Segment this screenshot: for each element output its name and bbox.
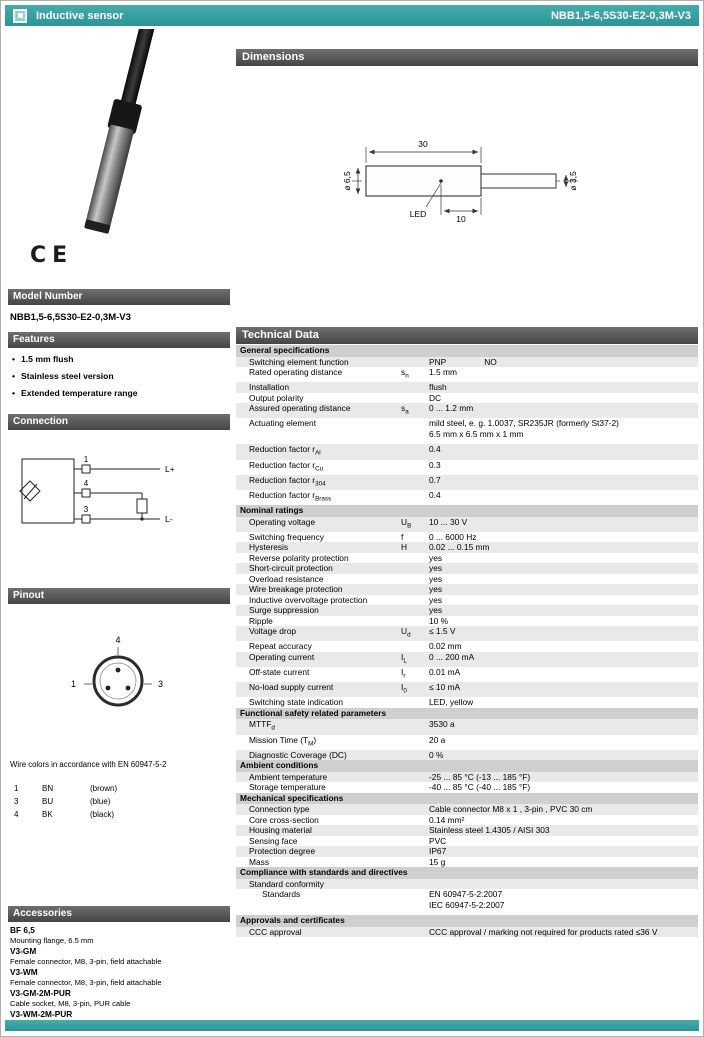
spec-value: 0.01 mA [429, 667, 461, 678]
accessory-name: BF 6,5 [10, 925, 35, 935]
spec-symbol [401, 857, 429, 868]
spec-row [236, 517, 698, 532]
spec-label: Short-circuit protection [249, 563, 333, 574]
dimensions-drawing [236, 71, 698, 321]
spec-row [236, 616, 698, 627]
spec-symbol: $U_B$ [401, 516, 412, 530]
spec-symbol [401, 553, 429, 564]
feature-item: • Stainless steel version [12, 371, 138, 381]
spec-value: 10 ... 30 V [429, 516, 468, 527]
product-photo [8, 29, 230, 284]
section-accessories: Accessories [8, 906, 230, 922]
spec-row [236, 652, 698, 667]
spec-label: Switching state indication [249, 697, 344, 708]
spec-row [236, 626, 698, 641]
spec-value: ≤ 1.5 V [429, 626, 456, 637]
spec-label: Wire breakage protection [249, 584, 343, 595]
spec-label: Reduction factor $r_{Al}$ [249, 444, 321, 458]
spec-value: 3530 a [429, 719, 455, 730]
spec-label: Reverse polarity protection [249, 552, 349, 563]
spec-value: 0.3 [429, 459, 441, 470]
spec-label: Operating current [249, 651, 315, 662]
spec-value: -40 ... 85 °C (-40 ... 185 °F) [429, 782, 531, 793]
spec-value: IP67 [429, 846, 447, 857]
spec-label: Off-state current [249, 667, 310, 678]
spec-symbol [401, 393, 429, 404]
wire-pin: 3 [14, 797, 19, 806]
model-number-value: NBB1,5-6,5S30-E2-0,3M-V3 [10, 312, 131, 323]
spec-row [236, 357, 698, 368]
wire-color-name: (black) [90, 810, 115, 819]
spec-label: Reduction factor $r_{Cu}$ [249, 459, 324, 473]
spec-row [236, 815, 698, 826]
spec-symbol [401, 444, 429, 459]
spec-row [236, 393, 698, 404]
spec-value: 20 a [429, 734, 446, 745]
accessory-desc: Cable socket, M8, 3-pin, PUR cable [10, 998, 131, 1008]
spec-row [236, 889, 698, 910]
spec-row [236, 782, 698, 793]
spec-row [236, 584, 698, 595]
accessory-name: V3-WM-2M-PUR [10, 1009, 73, 1019]
dim-length-label: 30 [418, 139, 428, 149]
section-model-number: Model Number [8, 289, 230, 305]
spec-value: flush [429, 382, 447, 393]
accessories-list [10, 926, 228, 1031]
spec-value: 0.02 ... 0.15 mm [429, 542, 490, 553]
spec-label: Sensing face [249, 835, 298, 846]
spec-row [236, 641, 698, 652]
spec-symbol: $U_d$ [401, 626, 411, 639]
spec-label: Operating voltage [249, 516, 316, 527]
dim-cable-diameter-label: ø 3,5 [568, 171, 578, 191]
spec-label: Reduction factor $r_{304}$ [249, 474, 326, 488]
spec-row [236, 553, 698, 564]
section-connection: Connection [8, 414, 230, 430]
spec-symbol [401, 889, 429, 910]
spec-symbol [401, 490, 429, 505]
spec-value: CCC approval / marking not required for products rated ≤36 V [429, 926, 658, 937]
spec-label: Standards [262, 889, 301, 900]
spec-value: yes [429, 573, 443, 584]
spec-label: Voltage drop [249, 626, 297, 637]
spec-label: Rated operating distance [249, 367, 343, 377]
spec-label: Housing material [249, 825, 312, 836]
spec-symbol: $I_0$ [401, 682, 407, 695]
spec-value: LED, yellow [429, 697, 474, 708]
spec-row [236, 418, 698, 439]
led-label: LED [409, 209, 427, 219]
spec-label: Actuating element [249, 418, 317, 429]
spec-symbol [401, 750, 429, 761]
accessory-desc: Mounting flange, 6.5 mm [10, 935, 94, 945]
accessory-item [10, 947, 228, 966]
spec-row [236, 574, 698, 585]
spec-row [236, 697, 698, 708]
spec-section-header: Ambient conditions [236, 760, 698, 772]
spec-label: CCC approval [249, 926, 302, 937]
wire-row [14, 795, 174, 808]
wire-code: BN [42, 784, 54, 793]
wire-code: BK [42, 810, 53, 819]
spec-label: Protection degree [249, 846, 316, 857]
spec-row [236, 444, 698, 459]
spec-value: 0.14 mm² [429, 814, 465, 825]
section-dimensions: Dimensions [236, 49, 698, 66]
spec-value-secondary: NO [484, 356, 497, 367]
spec-symbol [401, 772, 429, 783]
spec-row [236, 490, 698, 505]
wire-color-name: (brown) [90, 784, 118, 793]
spec-value: 1.5 mm [429, 367, 457, 377]
spec-section-header: Approvals and certificates [236, 915, 698, 927]
spec-row [236, 532, 698, 543]
spec-value: mild steel, e. g. 1.0037, SR235JR (formerly St37-2) 6.5 mm x 6.5 mm x 1 mm [429, 418, 619, 439]
spec-row [236, 542, 698, 553]
spec-value [429, 879, 698, 890]
spec-symbol: $s_n$ [401, 367, 409, 380]
spec-value: yes [429, 605, 443, 616]
spec-row [236, 382, 698, 393]
wire-pin: 1 [14, 784, 19, 793]
wire-colors-note: Wire colors in accordance with EN 60947-5-2 [10, 760, 167, 769]
spec-label: $MTTF_d$ [249, 719, 275, 733]
wire-color-table [14, 782, 174, 821]
pin4-label: 4 [83, 479, 89, 488]
spec-section-header: General specifications [236, 345, 698, 357]
section-pinout: Pinout [8, 588, 230, 604]
spec-label: Switching element function [249, 356, 349, 367]
product-category-title: Inductive sensor [36, 9, 124, 22]
spec-symbol [401, 815, 429, 826]
spec-row [236, 927, 698, 938]
spec-row [236, 460, 698, 475]
spec-value: 10 % [429, 615, 449, 626]
spec-row [236, 475, 698, 490]
spec-symbol [401, 382, 429, 393]
spec-value: 0.02 mm [429, 641, 462, 652]
spec-symbol [401, 735, 429, 750]
spec-row [236, 367, 698, 382]
pinout-diagram [8, 629, 230, 729]
spec-value: 0 % [429, 749, 444, 760]
accessory-item [10, 926, 228, 945]
spec-value: 0 ... 6000 Hz [429, 531, 477, 542]
spec-label: Switching frequency [249, 531, 324, 542]
spec-label: Mass [249, 856, 270, 867]
spec-symbol [401, 719, 429, 734]
spec-label: Connection type [249, 804, 310, 815]
dim-led-offset-label: 10 [456, 214, 466, 224]
spec-symbol [401, 605, 429, 616]
spec-symbol [401, 782, 429, 793]
spec-value: EN 60947-5-2:2007 IEC 60947-5-2:2007 [429, 889, 505, 910]
feature-item: • 1.5 mm flush [12, 354, 138, 364]
wire-code: BU [42, 797, 54, 806]
spec-label: Surge suppression [249, 605, 319, 616]
spec-value: ≤ 10 mA [429, 682, 461, 693]
spec-label: Mission Time $(T_M)$ [249, 734, 317, 748]
spec-symbol [401, 697, 429, 708]
wire-color-name: (blue) [90, 797, 111, 806]
spec-row [236, 750, 698, 761]
spec-symbol [401, 825, 429, 836]
spec-label: Core cross-section [249, 814, 319, 825]
footer-bar [5, 1020, 699, 1031]
spec-label: Output polarity [249, 392, 304, 403]
spec-row [236, 825, 698, 836]
spec-symbol [401, 595, 429, 606]
spec-symbol: $s_a$ [401, 403, 409, 416]
lplus-label: L+ [165, 464, 175, 474]
spec-value: 0 ... 200 mA [429, 651, 475, 662]
spec-symbol [401, 804, 429, 815]
spec-label: Reduction factor $r_{Brass}$ [249, 489, 332, 503]
spec-row [236, 667, 698, 682]
spec-value: PVC [429, 835, 447, 846]
spec-label: Overload resistance [249, 573, 324, 584]
spec-label: Hysteresis [249, 542, 289, 553]
spec-symbol: $I_r$ [401, 667, 406, 680]
spec-label: Repeat accuracy [249, 641, 312, 652]
header-model-number: NBB1,5-6,5S30-E2-0,3M-V3 [550, 9, 691, 22]
spec-row [236, 605, 698, 616]
sidebar [8, 29, 230, 1027]
spec-value: DC [429, 392, 442, 403]
spec-symbol [401, 641, 429, 652]
spec-symbol: $I_L$ [401, 651, 407, 665]
spec-label: Standard conformity [249, 878, 324, 889]
spec-symbol [401, 879, 429, 890]
spec-label: No-load supply current [249, 682, 334, 693]
spec-row [236, 563, 698, 574]
spec-value: Stainless steel 1.4305 / AISI 303 [429, 825, 550, 836]
spec-row [236, 719, 698, 734]
spec-row [236, 804, 698, 815]
spec-value: 0.7 [429, 474, 441, 485]
accessory-name: V3-GM-2M-PUR [10, 988, 71, 998]
technical-data-table [236, 345, 698, 937]
spec-value: 0.4 [429, 444, 441, 455]
spec-value: Cable connector M8 x 1 , 3-pin , PVC 30 cm [429, 804, 593, 815]
spec-symbol [401, 836, 429, 847]
accessory-item [10, 968, 228, 987]
spec-value: -25 ... 85 °C (-13 ... 185 °F) [429, 771, 531, 782]
spec-symbol [401, 475, 429, 490]
spec-label: Ripple [249, 615, 273, 626]
spec-row [236, 772, 698, 783]
wire-row [14, 808, 174, 821]
pinout-pin4-label: 4 [115, 635, 121, 645]
spec-symbol [401, 584, 429, 595]
spec-value: yes [429, 552, 443, 563]
spec-symbol [401, 418, 429, 439]
spec-symbol: H [401, 542, 408, 553]
pinout-pin1-label: 1 [70, 679, 76, 689]
connection-diagram [10, 439, 210, 549]
features-list [12, 354, 138, 405]
spec-symbol [401, 616, 429, 627]
spec-section-header: Functional safety related parameters [236, 708, 698, 720]
spec-row [236, 403, 698, 418]
spec-symbol [401, 846, 429, 857]
pin1-label: 1 [83, 455, 89, 464]
spec-symbol [401, 927, 429, 938]
spec-value: 15 g [429, 856, 446, 867]
spec-value: PNP NO [429, 356, 497, 367]
spec-label: Assured operating distance [249, 403, 351, 414]
brand-icon-inner [18, 13, 23, 18]
lminus-label: L- [165, 514, 173, 524]
accessory-desc: Female connector, M8, 3-pin, field attachable [10, 956, 162, 966]
spec-symbol [401, 563, 429, 574]
accessory-name: V3-WM [10, 967, 38, 977]
spec-row [236, 735, 698, 750]
ce-mark: CE [30, 243, 74, 268]
spec-label: Ambient temperature [249, 771, 328, 782]
spec-section-header: Mechanical specifications [236, 793, 698, 805]
pinout-pin3-label: 3 [158, 679, 164, 689]
wire-row [14, 782, 174, 795]
spec-label: Diagnostic Coverage (DC) [249, 749, 347, 760]
spec-value: 0.4 [429, 489, 441, 500]
accessory-name: V3-GM [10, 946, 37, 956]
main-column [236, 29, 698, 1027]
spec-symbol: f [401, 531, 404, 542]
spec-section-header: Compliance with standards and directives [236, 867, 698, 879]
spec-row [236, 846, 698, 857]
wire-pin: 4 [14, 810, 19, 819]
accessory-desc: Female connector, M8, 3-pin, field attachable [10, 977, 162, 987]
spec-label: Inductive overvoltage protection [249, 594, 368, 605]
spec-value: 0 ... 1.2 mm [429, 403, 474, 414]
spec-value: yes [429, 594, 443, 605]
accessory-item [10, 989, 228, 1008]
brand-icon [13, 9, 27, 23]
spec-row [236, 836, 698, 847]
spec-value: yes [429, 584, 443, 595]
header-bar [5, 5, 699, 26]
spec-label: Storage temperature [249, 782, 326, 793]
spec-label: Installation [249, 382, 290, 393]
section-features: Features [8, 332, 230, 348]
spec-section-header: Nominal ratings [236, 505, 698, 517]
dim-body-diameter-label: ø 6,5 [342, 171, 352, 191]
spec-row [236, 682, 698, 697]
section-technical-data: Technical Data [236, 327, 698, 344]
spec-symbol [401, 574, 429, 585]
spec-symbol [401, 357, 429, 368]
spec-row [236, 879, 698, 890]
feature-item: • Extended temperature range [12, 388, 138, 398]
pin3-label: 3 [83, 505, 89, 514]
spec-row [236, 595, 698, 606]
spec-value: yes [429, 563, 443, 574]
spec-symbol [401, 460, 429, 475]
spec-row [236, 857, 698, 868]
